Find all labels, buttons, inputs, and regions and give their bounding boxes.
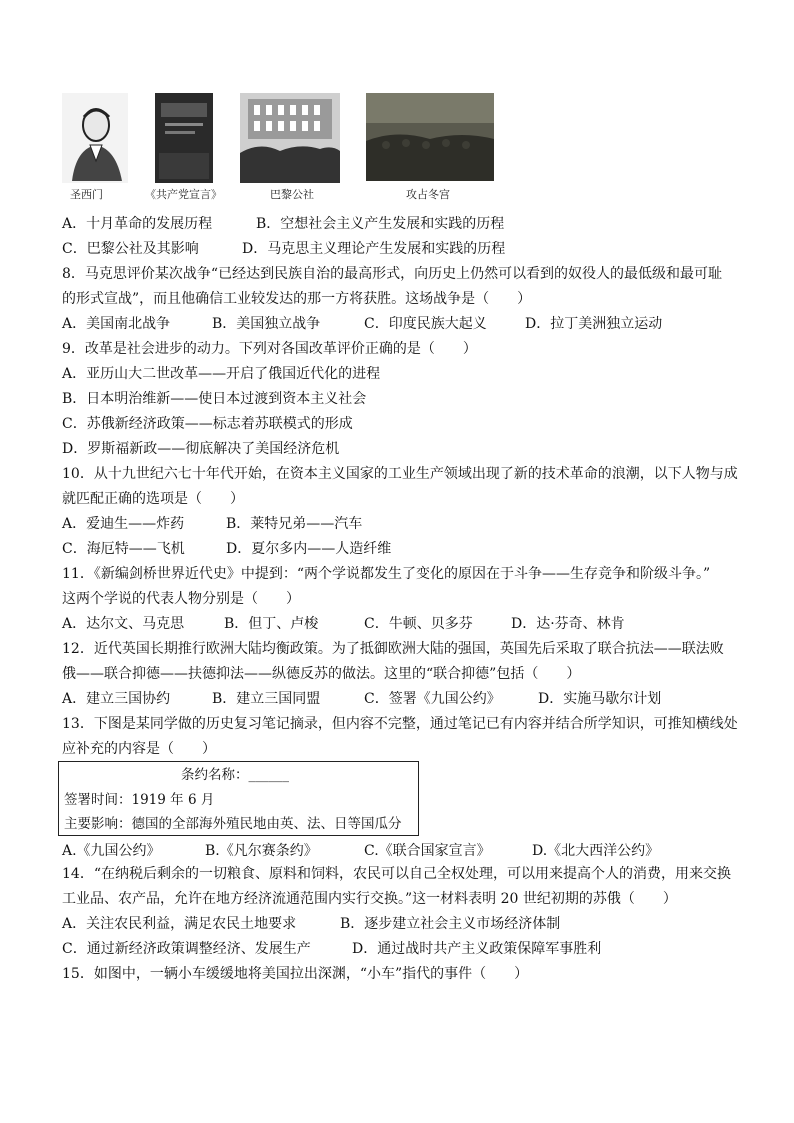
q11-option-a[interactable]: A．达尔文、马克思 — [62, 616, 185, 632]
q11-option-b[interactable]: B．但丁、卢梭 — [224, 616, 319, 632]
q8-option-d[interactable]: D．拉丁美洲独立运动 — [525, 316, 663, 332]
q12-option-b[interactable]: B．建立三国同盟 — [212, 691, 321, 707]
q14-stem-line: 工业品、农产品，允许在地方经济流通范围内实行交换。”这一材料表明 20 世纪初期的苏俄（ ） — [62, 891, 677, 907]
q12-option-a[interactable]: A．建立三国协约 — [62, 691, 171, 707]
q13-option-a[interactable]: A.《九国公约》 — [62, 843, 161, 859]
q13-option-c[interactable]: C.《联合国家宣言》 — [364, 843, 491, 859]
q13-stem-line: 应补充的内容是（ ） — [62, 741, 216, 757]
q10-option-b[interactable]: B．莱特兄弟——汽车 — [226, 516, 363, 532]
q14-option-c[interactable]: C．通过新经济政策调整经济、发展生产 — [62, 941, 311, 957]
saint-simon-portrait — [62, 93, 128, 203]
q7-option-d[interactable]: D．马克思主义理论产生发展和实践的历程 — [242, 241, 506, 257]
q12-stem-line: 俄——联合抑德——扶德抑法——纵德反苏的做法。这里的“联合抑德”包括（ ） — [62, 666, 581, 682]
note-impact: 主要影响：德国的全部海外殖民地由英、法、日等国瓜分 — [64, 816, 402, 832]
q10-stem-line: 就匹配正确的选项是（ ） — [62, 491, 244, 507]
paris-commune-photo — [240, 93, 340, 201]
q14-option-d[interactable]: D．通过战时共产主义政策保障军事胜利 — [352, 941, 602, 957]
q13-option-d[interactable]: D.《北大西洋公约》 — [532, 843, 660, 859]
q11-stem-line: 这两个学说的代表人物分别是（ ） — [62, 591, 300, 607]
q13-note-box — [58, 761, 419, 836]
q9-stem: 9．改革是社会进步的动力。下列对各国改革评价正确的是（ ） — [62, 341, 477, 357]
q13-option-b[interactable]: B.《凡尔赛条约》 — [205, 843, 318, 859]
q9-option-c[interactable]: C．苏俄新经济政策——标志着苏联模式的形成 — [62, 416, 353, 432]
q11-stem-line: 11．《新编剑桥世界近代史》中提到：“两个学说都发生了变化的原因在于斗争——生存竞争和阶级斗争。” — [62, 566, 711, 582]
q10-option-a[interactable]: A．爱迪生——炸药 — [62, 516, 185, 532]
winter-palace-photo — [366, 93, 494, 201]
q10-option-d[interactable]: D．夏尔多内——人造纤维 — [226, 541, 392, 557]
q9-option-b[interactable]: B．日本明治维新——使日本过渡到资本主义社会 — [62, 391, 367, 407]
q14-option-a[interactable]: A．关注农民利益，满足农民土地要求 — [62, 916, 297, 932]
image-caption: 《共产党宣言》 — [145, 188, 222, 201]
q11-option-c[interactable]: C．牛顿、贝多芬 — [364, 616, 473, 632]
note-sign-time: 签署时间：1919 年 6 月 — [64, 792, 215, 808]
image-strip — [62, 93, 494, 203]
q15-stem: 15．如图中，一辆小车缓缓地将美国拉出深渊，“小车”指代的事件（ ） — [62, 966, 529, 982]
q9-option-d[interactable]: D．罗斯福新政——彻底解决了美国经济危机 — [62, 441, 340, 457]
q12-option-c[interactable]: C．签署《九国公约》 — [364, 691, 501, 707]
q7-option-a[interactable]: A．十月革命的发展历程 — [62, 216, 213, 232]
q10-option-c[interactable]: C．海厄特——飞机 — [62, 541, 185, 557]
image-caption: 巴黎公社 — [270, 188, 314, 201]
q8-option-c[interactable]: C．印度民族大起义 — [364, 316, 487, 332]
note-treaty-name: 条约名称：______ — [181, 767, 289, 783]
image-caption: 圣西门 — [70, 188, 103, 201]
q7-option-c[interactable]: C．巴黎公社及其影响 — [62, 241, 199, 257]
q10-stem-line: 10．从十九世纪六七十年代开始，在资本主义国家的工业生产领域出现了新的技术革命的浪潮，以下人物与成 — [62, 466, 738, 482]
q14-stem-line: 14．“在纳税后剩余的一切粮食、原料和饲料，农民可以自己全权处理，可以用来提高个人的消费，用来交换 — [62, 866, 731, 882]
q14-option-b[interactable]: B．逐步建立社会主义市场经济体制 — [340, 916, 561, 932]
q8-option-a[interactable]: A．美国南北战争 — [62, 316, 171, 332]
q9-option-a[interactable]: A．亚历山大二世改革——开启了俄国近代化的进程 — [62, 366, 381, 382]
q8-stem-line: 的形式宣战”，而且他确信工业较发达的那一方将获胜。这场战争是（ ） — [62, 291, 532, 307]
q7-option-b[interactable]: B．空想社会主义产生发展和实践的历程 — [256, 216, 505, 232]
q11-option-d[interactable]: D．达·芬奇、林肯 — [511, 616, 625, 632]
q8-option-b[interactable]: B．美国独立战争 — [212, 316, 321, 332]
q13-stem-line: 13．下图是某同学做的历史复习笔记摘录，但内容不完整，通过笔记已有内容并结合所学知识，可推知横线处 — [62, 716, 738, 732]
q8-stem-line: 8．马克思评价某次战争“已经达到民族自治的最高形式，向历史上仍然可以看到的奴役人的最低级和最可耻 — [62, 266, 723, 282]
q12-stem-line: 12．近代英国长期推行欧洲大陆均衡政策。为了抵御欧洲大陆的强国，英国先后采取了联合抗法——联法败 — [62, 641, 724, 657]
communist-manifesto-book — [145, 93, 222, 201]
image-caption: 攻占冬宫 — [406, 188, 450, 201]
q12-option-d[interactable]: D．实施马歇尔计划 — [538, 691, 662, 707]
